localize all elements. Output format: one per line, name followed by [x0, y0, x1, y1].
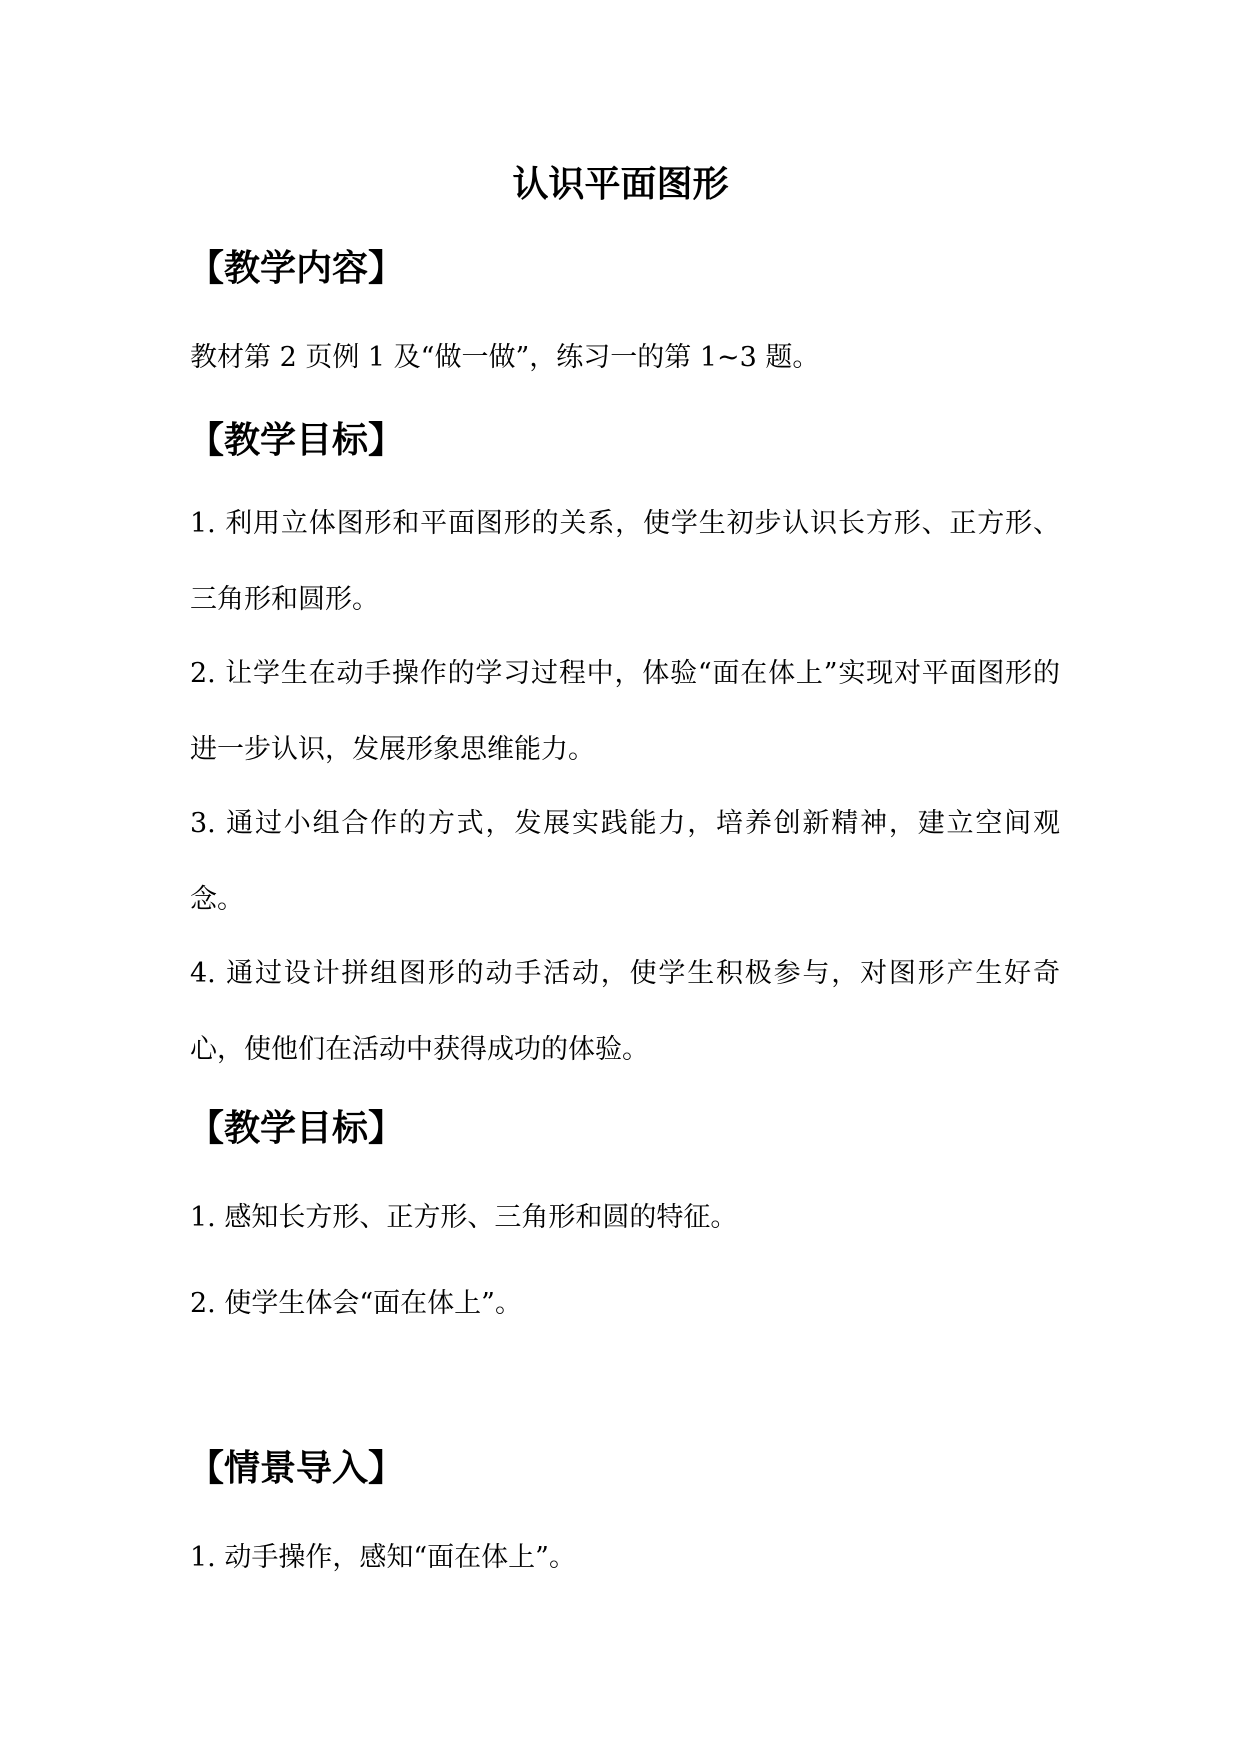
document-title: 认识平面图形: [512, 163, 729, 205]
key-point-item-1: 1. 感知长方形、正方形、三角形和圆的特征。: [190, 1202, 738, 1233]
objective-item-2: 2. 让学生在动手操作的学习过程中，体验“面在体上”实现对平面图形的进一步认识，发展形象思维能力。: [190, 658, 1060, 765]
scenario-intro-item-1: 1. 动手操作，感知“面在体上”。: [190, 1542, 576, 1573]
key-point-item-2: 2. 使学生体会“面在体上”。: [190, 1288, 522, 1319]
objective-item-4: 4. 通过设计拼组图形的动手活动，使学生积极参与，对图形产生好奇心，使他们在活动中获得成功的体验。: [190, 958, 1060, 1065]
section-heading-teaching-objectives: 【教学目标】: [188, 419, 405, 461]
teaching-content-text: 教材第 2 页例 1 及“做一做”，练习一的第 1~3 题。: [190, 342, 820, 373]
objective-item-1: 1. 利用立体图形和平面图形的关系，使学生初步认识长方形、正方形、三角形和圆形。: [190, 508, 1060, 615]
section-heading-teaching-objectives-2: 【教学目标】: [188, 1107, 405, 1149]
section-heading-scenario-intro: 【情景导入】: [188, 1447, 405, 1489]
objective-item-3: 3. 通过小组合作的方式，发展实践能力，培养创新精神，建立空间观念。: [190, 808, 1060, 915]
section-heading-teaching-content: 【教学内容】: [188, 247, 405, 289]
